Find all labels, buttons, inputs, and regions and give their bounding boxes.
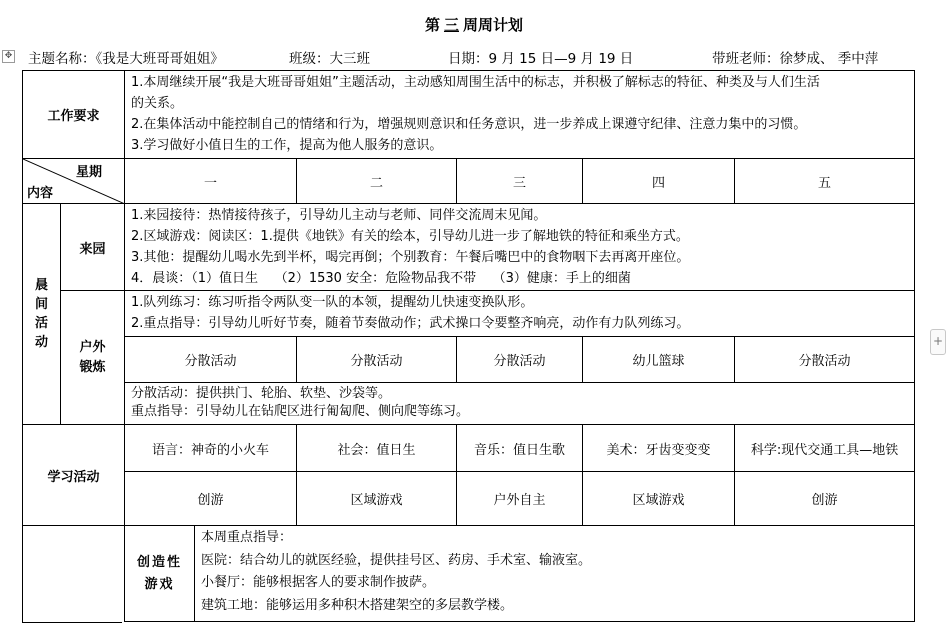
page-title xyxy=(0,14,948,35)
class-name: 班级：大三班 xyxy=(289,51,370,67)
game-tue: 区域游戏 xyxy=(297,472,457,526)
work-requirement-row xyxy=(23,71,915,159)
creative-game-row xyxy=(23,526,915,622)
arrival-label: 来园 xyxy=(61,204,125,291)
work-requirement-text xyxy=(125,71,915,159)
outdoor-activity-mon: 分散活动 xyxy=(125,337,297,383)
outdoor-note-line: 重点指导：引导幼儿在钻爬区进行匍匐爬、侧向爬等练习。 xyxy=(131,404,470,419)
outdoor-line: 1.队列练习：练习听指令两队变一队的本领，提醒幼儿快速变换队形。 xyxy=(131,295,534,310)
outdoor-label xyxy=(61,291,125,425)
morning-activity-label xyxy=(23,204,61,425)
outdoor-label-line: 户外 xyxy=(79,339,106,355)
theme-name: 主题名称：《我是大班哥哥姐姐》 xyxy=(28,51,224,67)
outdoor-activity-wed: 分散活动 xyxy=(457,337,583,383)
study-fri: 科学:现代交通工具—地铁 xyxy=(735,425,915,472)
date-range: 日期：9 月 15 日—9 月 19 日 xyxy=(448,51,634,67)
morning-label-char: 间 xyxy=(34,297,48,312)
study-row-2 xyxy=(23,472,915,526)
morning-label-char: 动 xyxy=(34,335,48,350)
game-mon: 创游 xyxy=(125,472,297,526)
arrival-line: 2.区域游戏：阅读区：1.提供《地铁》有关的绘本，引导幼儿进一步了解地铁的特征和乘坐方式。 xyxy=(131,229,689,244)
work-line: 3.学习做好小值日生的工作，提高为他人服务的意识。 xyxy=(131,138,443,153)
content-axis-label: 内容 xyxy=(27,186,54,201)
outdoor-activity-thu: 幼儿篮球 xyxy=(583,337,735,383)
week-number: 三 xyxy=(443,16,459,34)
work-line: 的关系。 xyxy=(131,96,184,111)
day-tuesday: 二 xyxy=(297,159,457,204)
day-friday: 五 xyxy=(735,159,915,204)
creative-line: 小餐厅：能够根据客人的要求制作披萨。 xyxy=(201,575,436,590)
arrival-line: 3.其他：提醒幼儿喝水先到半杯，喝完再倒；个别教育：午餐后嘴巴中的食物咽下去再离开座位。 xyxy=(131,250,690,265)
outdoor-notes-row xyxy=(23,383,915,425)
study-tue: 社会：值日生 xyxy=(297,425,457,472)
game-wed: 户外自主 xyxy=(457,472,583,526)
creative-line: 本周重点指导： xyxy=(201,530,293,545)
outdoor-activity-tue: 分散活动 xyxy=(297,337,457,383)
study-wed: 音乐：值日生歌 xyxy=(457,425,583,472)
game-fri: 创游 xyxy=(735,472,915,526)
weekday-axis-label: 星期 xyxy=(76,165,103,180)
outdoor-text xyxy=(125,291,915,337)
creative-line: 建筑工地：能够运用多种积木搭建架空的多层教学楼。 xyxy=(201,597,514,613)
outdoor-note-line: 分散活动：提供拱门、轮胎、软垫、沙袋等。 xyxy=(131,386,392,401)
arrival-line: 1.来园接待：热情接待孩子，引导幼儿主动与老师、同伴交流周末见闻。 xyxy=(131,208,547,223)
study-mon: 语言：神奇的小火车 xyxy=(125,425,297,472)
creative-line: 医院：结合幼儿的就医经验，提供挂号区、药房、手术室、输液室。 xyxy=(201,552,592,568)
diagonal-header-cell xyxy=(23,159,125,204)
outdoor-line: 2.重点指导：引导幼儿听好节奏，随着节奏做动作；武术操口令要整齐响亮，动作有力队列练习。 xyxy=(131,316,690,331)
game-thu: 区域游戏 xyxy=(583,472,735,526)
outdoor-text-row xyxy=(23,291,915,337)
outdoor-notes xyxy=(125,383,915,425)
teachers: 带班老师：徐梦成、 季中萍 xyxy=(712,51,879,67)
arrival-line: 4．晨谈：（1）值日生 （2）1530 安全：危险物品我不带 （3）健康：手上的细菌 xyxy=(131,271,631,286)
arrival-text xyxy=(125,204,915,291)
day-wednesday: 三 xyxy=(457,159,583,204)
morning-label-char: 晨 xyxy=(34,278,48,293)
day-thursday: 四 xyxy=(583,159,735,204)
add-row-plus-icon[interactable]: + xyxy=(930,329,946,355)
outdoor-activity-fri: 分散活动 xyxy=(735,337,915,383)
bottom-border-fragment xyxy=(22,622,122,623)
creative-game-label xyxy=(125,526,195,622)
study-activity-label: 学习活动 xyxy=(23,425,125,526)
morning-label-char: 活 xyxy=(34,316,48,331)
work-line: 1.本周继续开展“我是大班哥哥姐姐”主题活动，主动感知周围生活中的标志，并积极了解标志的特征、种类及与人们生活 xyxy=(131,75,820,90)
outdoor-label-line: 锻炼 xyxy=(79,359,106,375)
creative-label-line: 创造性 xyxy=(137,554,183,570)
table-move-handle-icon[interactable]: ✥ xyxy=(2,50,15,63)
creative-game-text xyxy=(195,526,915,622)
weekly-plan-table xyxy=(22,70,915,622)
study-row-1 xyxy=(23,425,915,472)
work-line: 2.在集体活动中能控制自己的情绪和行为，增强规则意识和任务意识，进一步养成上课遵守纪律、注意力集中的习惯。 xyxy=(131,117,807,132)
title-suffix: 周周计划 xyxy=(463,16,524,34)
outdoor-activities-row xyxy=(23,337,915,383)
title-prefix: 第 xyxy=(424,16,440,34)
day-monday: 一 xyxy=(125,159,297,204)
creative-label-line: 游戏 xyxy=(144,576,175,592)
arrival-row xyxy=(23,204,915,291)
weekday-header-row xyxy=(23,159,915,204)
study-thu: 美术：牙齿变变变 xyxy=(583,425,735,472)
work-requirement-label: 工作要求 xyxy=(23,71,125,159)
creative-empty-cell xyxy=(23,526,125,622)
